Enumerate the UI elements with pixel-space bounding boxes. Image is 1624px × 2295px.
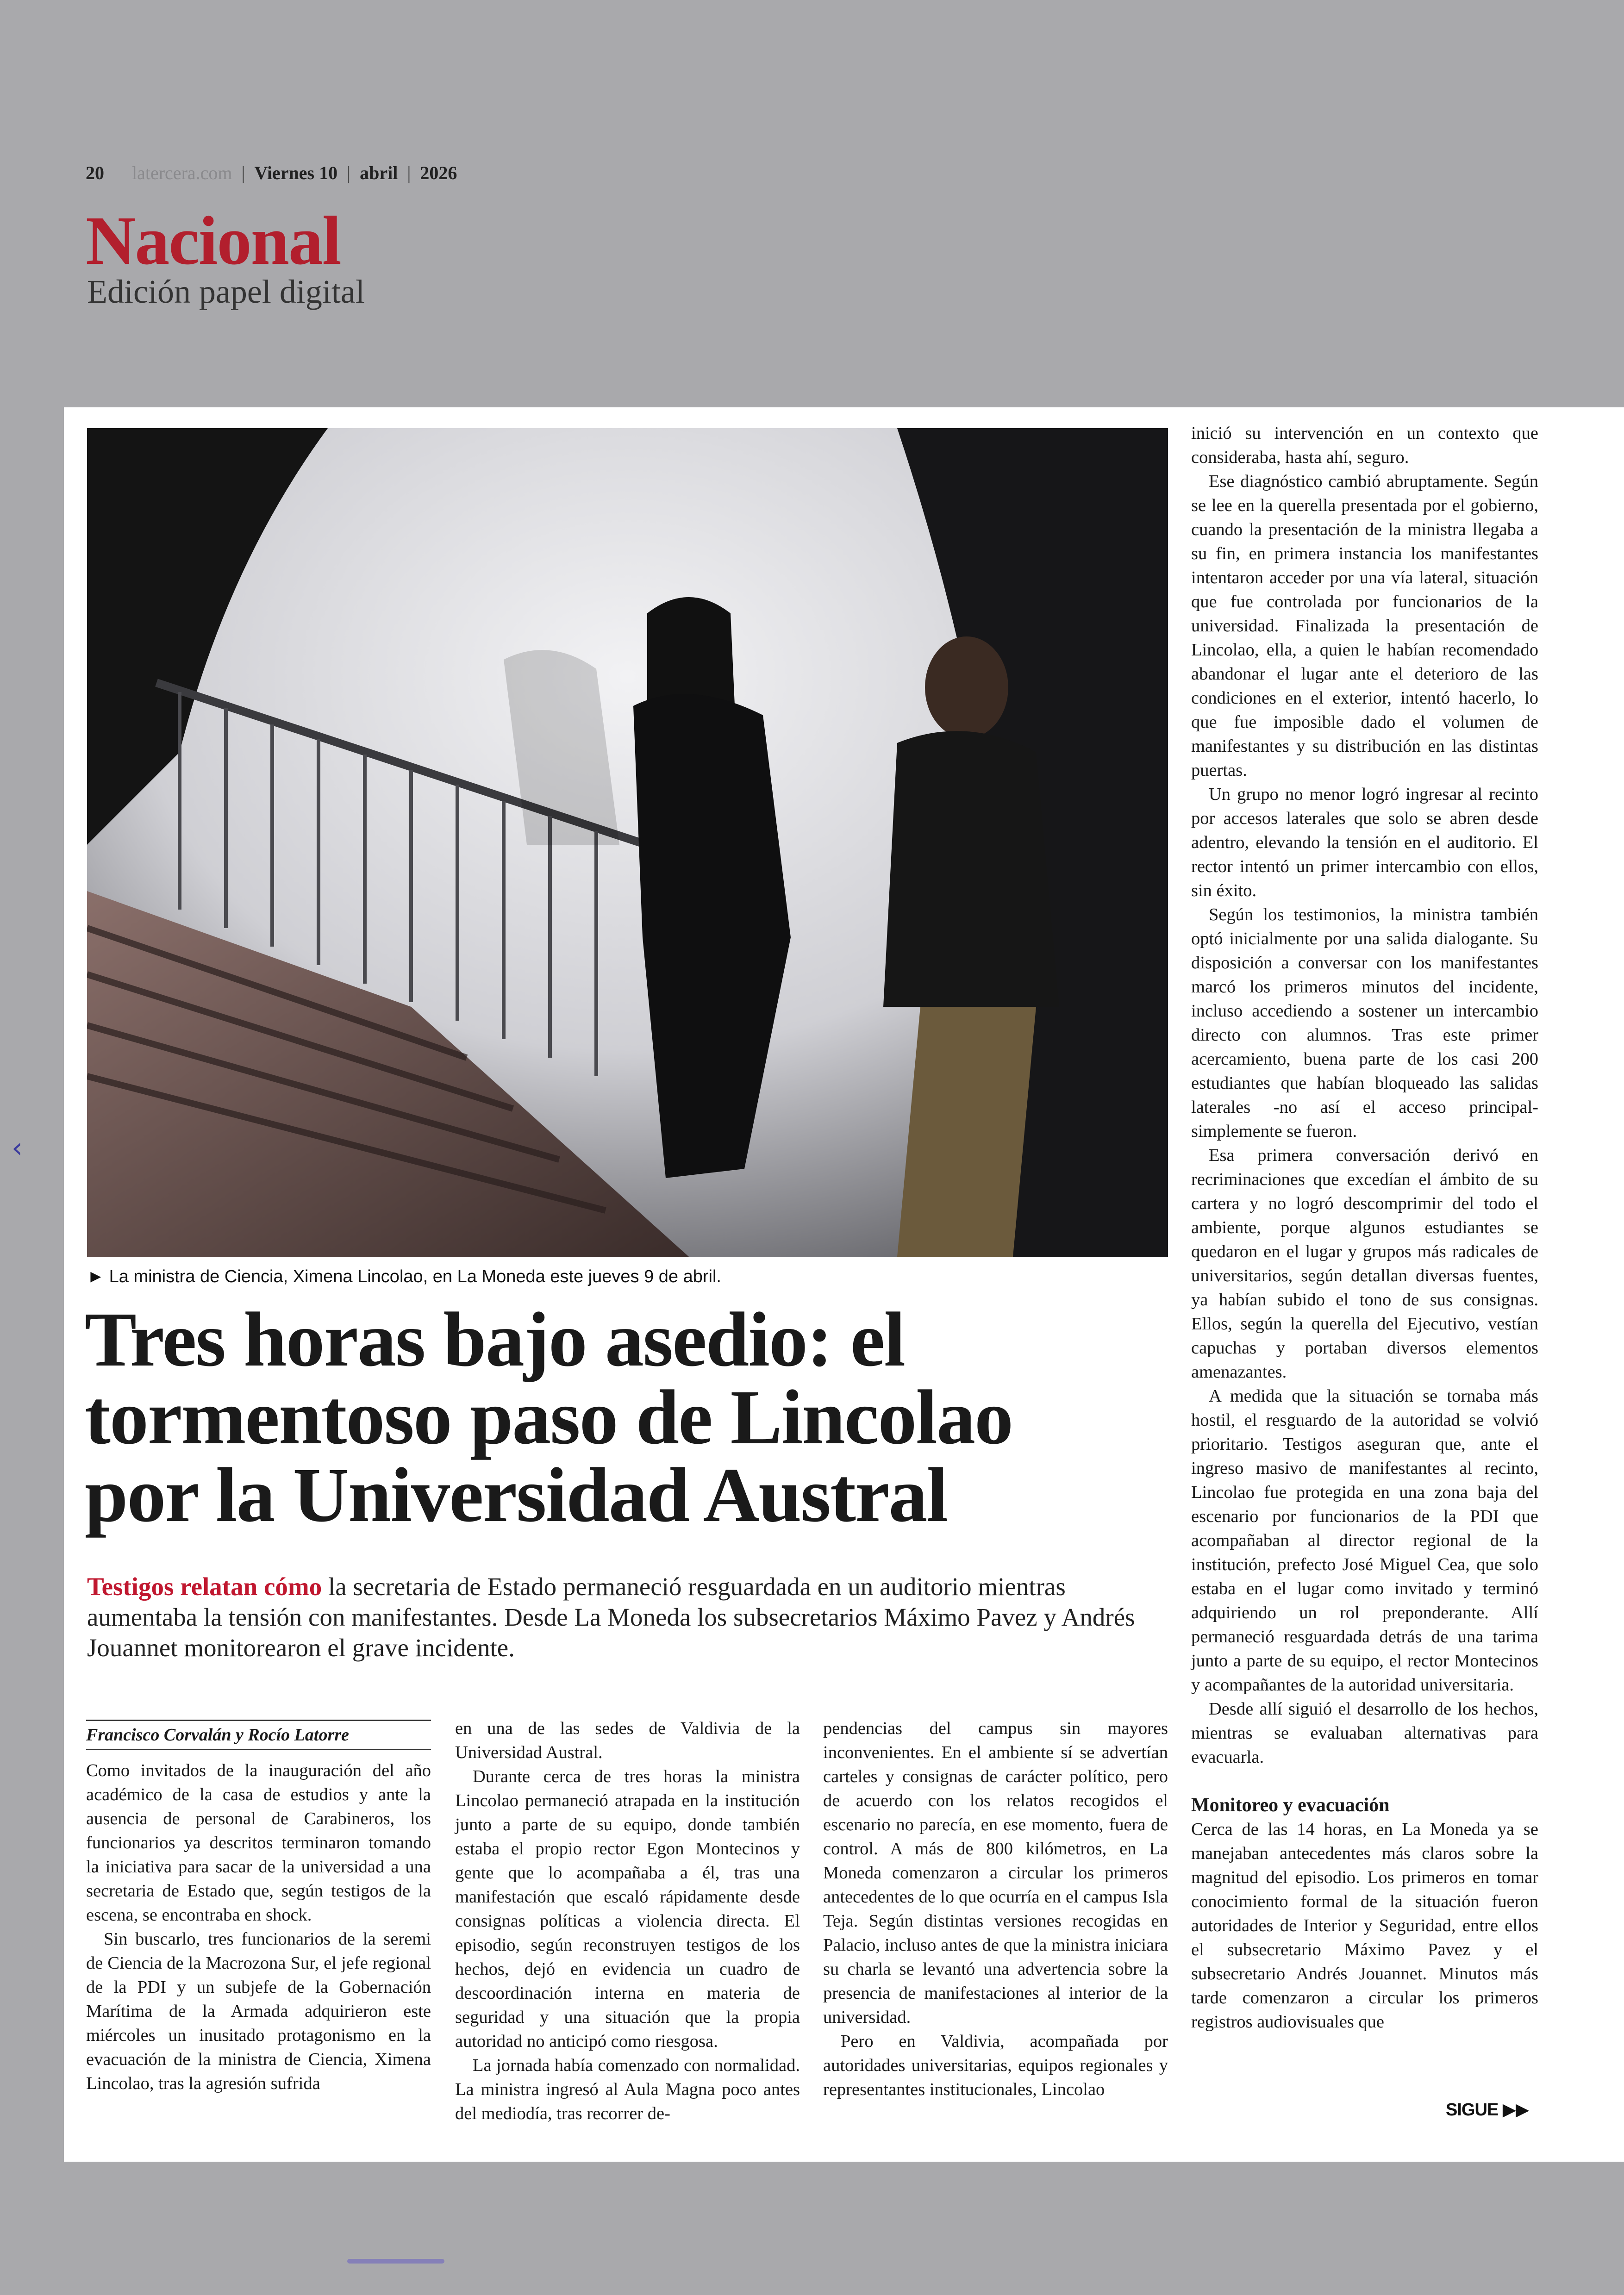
article-column-3 [823, 1716, 1168, 2102]
separator: | [241, 162, 245, 183]
article-column-1 [86, 1720, 431, 2095]
headline [85, 1297, 1168, 1538]
paragraph: inició su intervención en un contexto que consideraba, hasta ahí, seguro. [1191, 424, 1538, 467]
article-column-4 [1191, 421, 1538, 2034]
paragraph: Desde allí siguió el desarrollo de los hechos, mientras se evaluaban alternativas para evacuarla. [1191, 1699, 1538, 1767]
paragraph: Durante cerca de tres horas la ministra Lincolao permaneció atrapada en la institución junto a parte de su equipo, donde también estaba el propio rector Egon Montecinos y gente que lo acompañaba a él, tras una manifestación que escaló rápidamente desde consignas políticas a violencia directa. El episodio, según reconstruyen testigos de los hechos, dejó en evidencia un cuadro de descoordinación interna en materia de seguridad y una situación que la propia autoridad no anticipó como riesgosa. [455, 1767, 800, 2051]
paragraph: A medida que la situación se tornaba más hostil, el resguardo de la autoridad se volvió prioritario. Testigos aseguran que, ante el ingreso masivo de manifestantes al recinto, Lincolao fue protegida en una zona baja del escenario por funcionarios de la PDI que acompañaban al director regional de la institución, prefecto José Miguel Cea, que solo estaba en el lugar como invitado y terminó adquiriendo un rol preponderante. Allí permaneció resguardada detrás de una tarima junto a parte de su equipo, el rector Montecinos y acompañantes de la autoridad universitaria. [1191, 1386, 1538, 1695]
headline-line: tormentoso paso de Lincolao [85, 1374, 1012, 1460]
issue-year: 2026 [420, 162, 457, 183]
paragraph: Como invitados de la inauguración del año académico de la casa de estudios y ante la ausencia de personal de Carabineros, los funcionarios ya descritos terminaron tomando la iniciativa para sacar de la universidad a una secretaria de Estado que, según testigos de la escena, se encontraba en shock. [86, 1761, 431, 1925]
previous-page-button[interactable]: ‹ [12, 1132, 23, 1164]
issue-line [86, 162, 457, 184]
page-progress-track[interactable] [347, 2259, 1273, 2264]
site-name: latercera.com [132, 162, 232, 183]
headline-line: por la Universidad Austral [85, 1452, 948, 1538]
caption-marker-icon: ► [87, 1267, 105, 1286]
newspaper-page [64, 407, 1624, 2162]
paragraph: Según los testimonios, la ministra también optó inicialmente por una salida dialogante. Su disposición a conversar con los manifestantes marcó los primeros minutos del incidente, incluso accediendo a sostener un intercambio directo con alumnos. Tras este primer acercamiento, buena parte de los casi 200 estudiantes que habían bloqueado las salidas laterales -no así el acceso principal- simplemente se fueron. [1191, 905, 1538, 1141]
deck-text: la secretaria de Estado permaneció resguardada en un auditorio mientras aumentaba la tensión con manifestantes. Desde La Moneda los subsecretarios Máximo Pavez y Andrés Jouannet monitorearon el grave incidente. [87, 1572, 1135, 1662]
photo-illustration [87, 428, 1168, 1257]
headline-line: Tres horas bajo asedio: el [85, 1297, 905, 1383]
article-deck [87, 1572, 1147, 1663]
article-column-2 [455, 1716, 800, 2126]
paragraph: Pero en Valdivia, acompañada por autoridades universitarias, equipos regionales y representantes institucionales, Lincolao [823, 2032, 1168, 2099]
continue-marker: SIGUE ▶▶ [1446, 2100, 1529, 2120]
subheading: Monitoreo y evacuación [1191, 1795, 1390, 1816]
article-photo [87, 428, 1168, 1257]
paragraph: pendencias del campus sin mayores inconvenientes. En el ambiente sí se advertían carteles y consignas de carácter político, pero de acuerdo con los relatos recogidos el escenario no parecía, en ese momento, fuera de control. A más de 800 kilómetros, en La Moneda comenzaron a circular los primeros antecedentes de lo que ocurría en el campus Isla Teja. Según distintas versiones recogidas en Palacio, incluso antes de que la ministra iniciara su charla se levantó una advertencia sobre la presencia de manifestaciones al interior de la universidad. [823, 1719, 1168, 2027]
deck-lead: Testigos relatan cómo [87, 1572, 322, 1601]
section-title: Nacional [86, 202, 341, 279]
paragraph: en una de las sedes de Valdivia de la Universidad Austral. [455, 1719, 800, 1762]
byline: Francisco Corvalán y Rocío Latorre [86, 1720, 431, 1750]
page-number: 20 [86, 162, 104, 183]
page-progress-fill [347, 2259, 444, 2264]
paragraph: Ese diagnóstico cambió abruptamente. Según se lee en la querella presentada por el gobierno, cuando la presentación de la ministra llegaba a su fin, en primera instancia los manifestantes intentaron acceder por una vía lateral, situación que fue controlada por funcionarios de la universidad. Finalizada la presentación de Lincolao, ella, a quien le habían recomendado abandonar el lugar ante el deterioro de las condiciones en el exterior, intentó hacerlo, lo que fue imposible dado el volumen de manifestantes y su distribución en las distintas puertas. [1191, 472, 1538, 780]
paragraph: Sin buscarlo, tres funcionarios de la seremi de Ciencia de la Macrozona Sur, el jefe regional de la PDI y un subjefe de la Gobernación Marítima de la Armada adquirieron este miércoles un inusitado protagonismo en la evacuación de la ministra de Ciencia, Ximena Lincolao, tras la agresión sufrida [86, 1929, 431, 2093]
paragraph: Cerca de las 14 horas, en La Moneda ya se manejaban antecedentes más claros sobre la magnitud del episodio. Los primeros en tomar conocimiento formal de la situación fueron autoridades de Interior y Seguridad, entre ellos el subsecretario Máximo Pavez y el subsecretario Andrés Jouannet. Minutos más tarde comenzaron a circular los primeros registros audiovisuales que [1191, 1820, 1538, 2032]
paragraph: Esa primera conversación derivó en recriminaciones que excedían el ámbito de su cartera y no logró descomprimir del todo el ambiente, porque algunos estudiantes se quedaron en el lugar y grupos más radicales de universitarios, según detallan diversas fuentes, ya habían subido el tono de sus consignas. Ellos, según la querella del Ejecutivo, vestían capuchas y portaban diversos elementos amenazantes. [1191, 1146, 1538, 1382]
issue-month: abril [360, 162, 398, 183]
separator: | [347, 162, 351, 183]
paragraph: La jornada había comenzado con normalidad. La ministra ingresó al Aula Magna poco antes del mediodía, tras recorrer de- [455, 2056, 800, 2123]
issue-day: Viernes 10 [254, 162, 338, 183]
caption-text: La ministra de Ciencia, Ximena Lincolao, en La Moneda este jueves 9 de abril. [109, 1267, 721, 1286]
photo-caption [87, 1266, 1168, 1287]
paragraph: Un grupo no menor logró ingresar al recinto por accesos laterales que solo se abren desde adentro, elevando la tensión en el auditorio. El rector intentó un primer intercambio con ellos, sin éxito. [1191, 785, 1538, 900]
edition-subtitle: Edición papel digital [87, 273, 365, 310]
separator: | [407, 162, 411, 183]
